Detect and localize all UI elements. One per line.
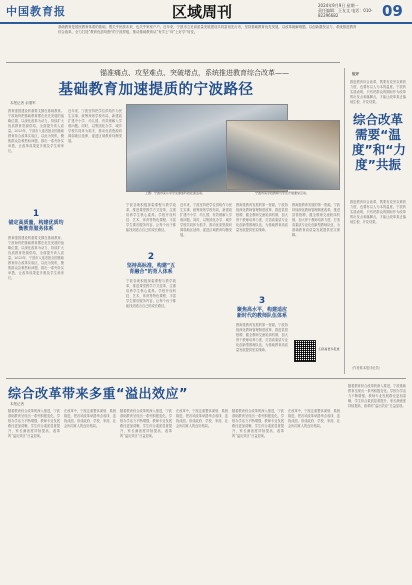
bottom-column-3: 随着教育综合改革的深入推进，宁波基础教育呈现出一系列积极变化。学校办学活力不断增强，教师专业发展路径更加清晰，学生综合素质显著提升，家长满意度持续提高，改革的“溢出效应”日益显现。	[120, 409, 172, 438]
intro-divider	[6, 62, 340, 63]
sidebar-byline: （作者系本报评论员）	[350, 366, 382, 370]
feature-column-4: 近年来，宁波坚持把学位供给作为民生实事，统筹规划学校布局，新建改扩建中小学、幼儿园，有效缓解入学难问题。同时，以集团化办学、城乡学校共同体为抓手，推动优质资源向薄弱地区延伸，促进区域教育均衡发展。	[180, 203, 232, 237]
section-2-title: 坚持高标准，构建“五育融合”的育人体系	[126, 263, 176, 275]
page-number: 09	[382, 2, 403, 20]
qr-caption: 扫码看更多报道	[318, 347, 340, 351]
bottom-divider	[6, 378, 406, 379]
sidebar-divider	[344, 68, 345, 374]
bottom-column-1: 随着教育综合改革的深入推进，宁波基础教育呈现出一系列积极变化。学校办学活力不断增强，教师专业发展路径更加清晰，学生综合素质显著提升，家长满意度持续提高，改革的“溢出效应”日益显现。	[8, 409, 60, 438]
sidebar-body: 推进教育综合改革，既要有攻坚克难的力度，也要有以人为本的温度。宁波的实践表明，只有把群众的期盼作为改革的出发点和落脚点，才能让改革真正落地生根、开花结果。	[350, 200, 406, 224]
sidebar-intro-text: 推进教育综合改革，既要有攻坚克难的力度，也要有以人为本的温度。宁波的实践表明，只有把群众的期盼作为改革的出发点和落脚点，才能让改革真正落地生根、开花结果。	[350, 80, 406, 104]
bottom-story-headline: 综合改革带来多重“溢出效应”	[8, 387, 189, 402]
editor-line: 责任编辑：王友文 电话：010-82296682	[318, 8, 373, 18]
issue-date-info	[318, 3, 378, 18]
bottom-column-6: 在改革中，宁波注重整体谋划、系统推进，把各项改革举措串点成线、连线成面，形成政府、学校、家庭、社会协同育人的良好格局。	[288, 409, 340, 428]
feature-headline: 基础教育加速提质的宁波路径	[58, 82, 254, 98]
intro-paragraph: 基础教育是国民教育体系的基础，既关乎民族未来，也关乎家家户户。近年来，宁波市立足高质量发展建设共同富裕先行市，坚持基础教育优先发展，以改革破解难题、以创新激发活力，系统推进教育综合改革，全力打造“教育优质均衡”的宁波样板，推动基础教育从“有学上”向“上好学”转变。	[58, 25, 357, 34]
feature-column-3-bottom: 宁波各地积极探索课程与教学改革，推进课堂教学方式变革，注重培养学生核心素养。学校开设科技、艺术、体育等特色课程，丰富学生课后服务内容，让每个孩子都能找到适合自己的成长路径。	[126, 279, 176, 308]
sidebar-label: 短评	[352, 72, 359, 76]
feature-column-5-bottom: 教师是教育发展的第一资源。宁波持续深化教师管理制度改革，推进县管校聘，健全教师交流轮岗机制，加大骨干教师培养力度，打造高素质专业化创新型教师队伍，为基础教育高质量发展提供坚实保障。	[236, 323, 288, 352]
section-2-number: 2	[147, 252, 155, 262]
qr-code[interactable]	[294, 340, 316, 362]
section-3-number: 3	[258, 296, 266, 306]
bottom-column-2: 在改革中，宁波注重整体谋划、系统推进，把各项改革举措串点成线、连线成面，形成政府、学校、家庭、社会协同育人的良好格局。	[64, 409, 116, 428]
newspaper-name: 中国教育报	[6, 5, 66, 18]
feature-column-5-top: 教师是教育发展的第一资源。宁波持续深化教师管理制度改革，推进县管校聘，健全教师交流轮岗机制，加大骨干教师培养力度，打造高素质专业化创新型教师队伍，为基础教育高质量发展提供坚实保障。	[236, 203, 288, 232]
section-1-title: 锚定高质量，构建优质均衡教育服务体系	[8, 220, 64, 232]
section-3-title: 聚焦高水平，构建适应新时代的教师队伍体系	[236, 307, 287, 319]
feature-column-2: 近年来，宁波坚持把学位供给作为民生实事，统筹规划学校布局，新建改扩建中小学、幼儿园，有效缓解入学难问题。同时，以集团化办学、城乡学校共同体为抓手，推动优质资源向薄弱地区延伸，促进区域教育均衡发展。	[68, 109, 122, 143]
feature-column-3-top: 宁波各地积极探索课程与教学改革，推进课堂教学方式变革，注重培养学生核心素养。学校开设科技、艺术、体育等特色课程，丰富学生课后服务内容，让每个孩子都能找到适合自己的成长路径。	[126, 203, 176, 232]
feature-column-6: 教师是教育发展的第一资源。宁波持续深化教师管理制度改革，推进县管校聘，健全教师交流轮岗机制，加大骨干教师培养力度，打造高素质专业化创新型教师队伍，为基础教育高质量发展提供坚实保障。	[292, 203, 340, 237]
bottom-column-4: 在改革中，宁波注重整体谋划、系统推进，把各项改革举措串点成线、连线成面，形成政府、学校、家庭、社会协同育人的良好格局。	[176, 409, 228, 428]
feature-column-1-bottom: 教育强国建设的重要支撑在基础教育。宁波始终把基础教育摆在优先发展的战略位置，以深化改革为动力，持续扩大优质教育资源供给，全面提升育人质量。2023年，宁波市入选首批全国基础教育综合改革实验区，以此为契机，聚焦群众急难愁盼问题，推出一系列务实举措，让改革成果更多惠及学生和家长。	[8, 236, 64, 280]
issue-date: 2024年9月9日 星期一	[318, 3, 359, 8]
section-1-number: 1	[32, 209, 40, 219]
sidebar-title: 综合改革需要“温度”和“力度”共振	[352, 112, 406, 172]
photo-2-caption: 宁波市某学校教师与学生开展课堂互动。	[254, 191, 309, 195]
bottom-column-7: 随着教育综合改革的深入推进，宁波基础教育呈现出一系列积极变化。学校办学活力不断增强，教师专业发展路径更加清晰，学生综合素质显著提升，家长满意度持续提高，改革的“溢出效应”日益显现。	[348, 384, 406, 408]
photo-1-caption: 上图：宁波市某小学学生参加科技社团活动。	[144, 191, 205, 195]
bottom-story-byline: 本报记者	[10, 402, 24, 406]
feature-column-1-top: 教育强国建设的重要支撑在基础教育。宁波始终把基础教育摆在优先发展的战略位置，以深化改革为动力，持续扩大优质教育资源供给，全面提升育人质量。2023年，宁波市入选首批全国基础教育综合改革实验区，以此为契机，聚焦群众急难愁盼问题，推出一系列务实举措，让改革成果更多惠及学生和家长。	[8, 109, 64, 153]
bottom-column-5: 随着教育综合改革的深入推进，宁波基础教育呈现出一系列积极变化。学校办学活力不断增强，教师专业发展路径更加清晰，学生综合素质显著提升，家长满意度持续提高，改革的“溢出效应”日益显现。	[232, 409, 284, 438]
feature-byline: 本报记者 余继军	[10, 101, 36, 105]
photo-teacher-classroom	[226, 120, 340, 190]
section-title: 区域周刊	[172, 3, 233, 21]
feature-kicker: 锚准痛点、攻坚难点、突破堵点，系统推进教育综合改革——	[100, 69, 289, 77]
